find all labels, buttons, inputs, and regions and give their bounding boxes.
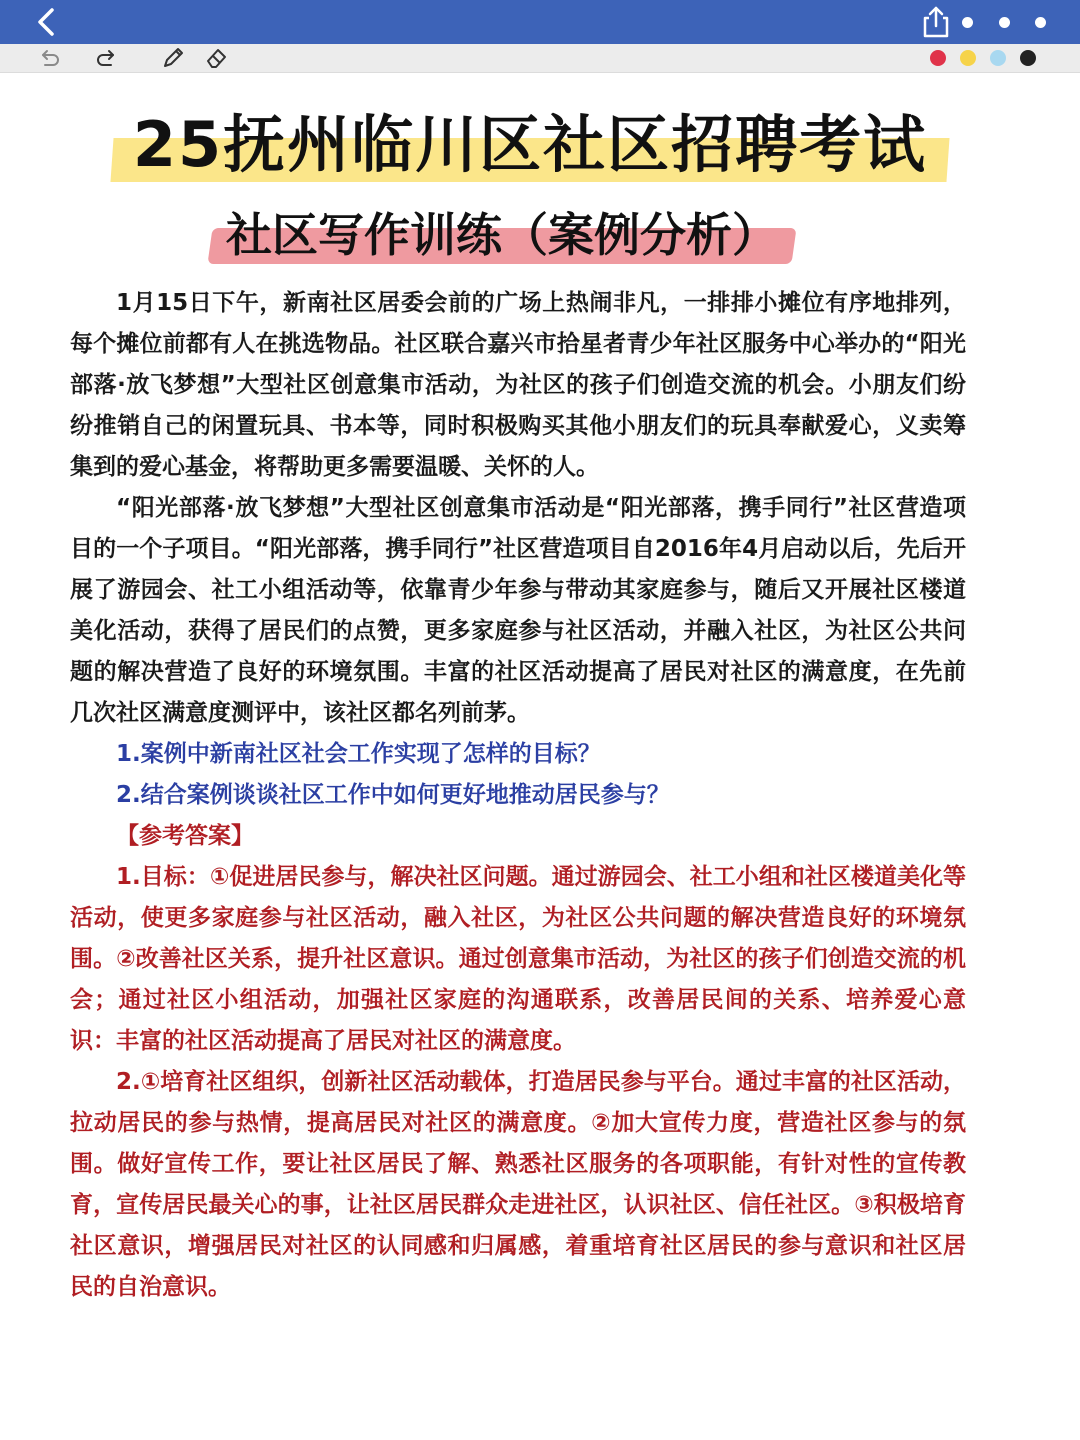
share-icon	[920, 4, 952, 40]
redo-button[interactable]	[94, 46, 120, 70]
undo-button[interactable]	[36, 46, 62, 70]
pen-icon	[160, 46, 186, 70]
answer-heading: 【参考答案】	[116, 823, 254, 849]
page-subtitle: 社区写作训练（案例分析）	[226, 208, 778, 262]
annotation-toolbar	[0, 44, 1080, 73]
subtitle-block	[210, 200, 794, 272]
chevron-left-icon	[30, 4, 66, 40]
share-button[interactable]	[920, 4, 952, 40]
back-button[interactable]	[30, 4, 66, 40]
title-block	[112, 100, 948, 192]
pen-tool[interactable]	[160, 46, 186, 70]
eraser-icon	[204, 46, 230, 70]
color-swatch-blue[interactable]	[990, 50, 1006, 66]
document-body	[70, 283, 966, 1308]
eraser-tool[interactable]	[204, 46, 230, 70]
undo-icon	[36, 46, 62, 70]
question-1: 1.案例中新南社区社会工作实现了怎样的目标？	[116, 741, 601, 767]
color-swatch-black[interactable]	[1020, 50, 1036, 66]
answer-1: 1.目标：①促进居民参与，解决社区问题。通过游园会、社工小组和社区楼道美化等活动，使更多家庭参与社区活动，融入社区，为社区公共问题的解决营造良好的环境氛围。②改善社区关系，提升社区意识。通过创意集市活动，为社区的孩子们创造交流的机会；通过社区小组活动，加强社区家庭的沟通联系，改善居民间的关系、培养爱心意识：丰富的社区活动提高了居民对社区的满意度。	[70, 864, 966, 1054]
color-swatch-yellow[interactable]	[960, 50, 976, 66]
dot-icon	[999, 17, 1010, 28]
case-paragraph-2: “阳光部落·放飞梦想”大型社区创意集市活动是“阳光部落，携手同行”社区营造项目的一个子项目。“阳光部落，携手同行”社区营造项目自2016年4月启动以后，先后开展了游园会、社工小组活动等，依靠青少年参与带动其家庭参与，随后又开展社区楼道美化活动，获得了居民们的点赞，更多家庭参与社区活动，并融入社区，为社区公共问题的解决营造了良好的环境氛围。丰富的社区活动提高了居民对社区的满意度，在先前几次社区满意度测评中，该社区都名列前茅。	[70, 495, 966, 726]
color-swatch-red[interactable]	[930, 50, 946, 66]
dot-icon	[962, 17, 973, 28]
case-paragraph-1: 1月15日下午，新南社区居委会前的广场上热闹非凡，一排排小摊位有序地排列，每个摊位前都有人在挑选物品。社区联合嘉兴市拾星者青少年社区服务中心举办的“阳光部落·放飞梦想”大型社区创意集市活动，为社区的孩子们创造交流的机会。小朋友们纷纷推销自己的闲置玩具、书本等，同时积极购买其他小朋友们的玩具奉献爱心，义卖筹集到的爱心基金，将帮助更多需要温暖、关怀的人。	[70, 290, 966, 480]
answer-2: 2.①培育社区组织，创新社区活动载体，打造居民参与平台。通过丰富的社区活动，拉动居民的参与热情，提高居民对社区的满意度。②加大宣传力度，营造社区参与的氛围。做好宣传工作，要让社区居民了解、熟悉社区服务的各项职能，有针对性的宣传教育，宣传居民最关心的事，让社区居民群众走进社区，认识社区、信任社区。③积极培育社区意识，增强居民对社区的认同感和归属感，着重培育社区居民的参与意识和社区居民的自治意识。	[70, 1069, 966, 1300]
page-title: 25抚州临川区社区招聘考试	[132, 108, 928, 181]
question-2: 2.结合案例谈谈社区工作中如何更好地推动居民参与？	[116, 782, 670, 808]
dot-icon	[1035, 17, 1046, 28]
redo-icon	[94, 46, 120, 70]
top-bar	[0, 0, 1080, 44]
more-options-button[interactable]	[962, 10, 1046, 34]
